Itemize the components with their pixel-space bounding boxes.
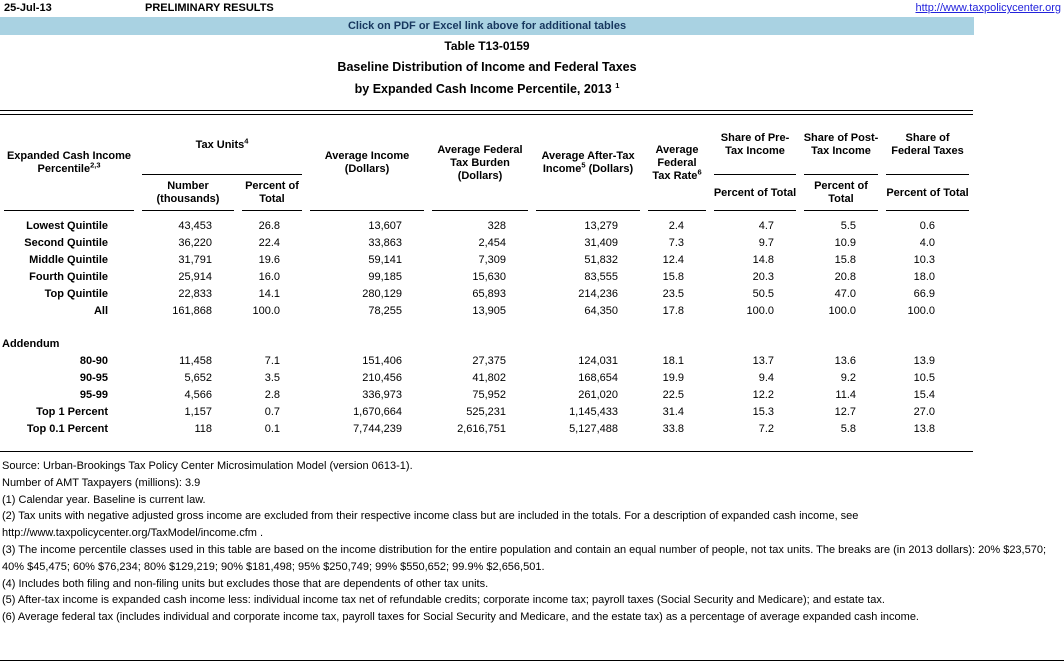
table-row-all [0, 302, 973, 319]
row-label: Second Quintile [24, 236, 108, 249]
table-row [0, 285, 973, 302]
cell: 22,833 [178, 287, 212, 300]
col-subheader-percent-of-total: Percent of Total [882, 175, 973, 211]
col-subheader-percent-of-total: Percent of Total [800, 175, 882, 211]
cell: 5,127,488 [569, 422, 618, 435]
cell: 15.4 [913, 388, 935, 401]
cell: 3.5 [264, 371, 280, 384]
footnote-marker: 2,3 [90, 160, 101, 170]
cell: 7,309 [478, 253, 506, 266]
cell: 31,791 [178, 253, 212, 266]
cell: 12.2 [752, 388, 774, 401]
cell: 43,453 [178, 219, 212, 232]
footnote-marker: 5 [581, 160, 586, 170]
cell: 99,185 [368, 270, 402, 283]
cell: 36,220 [178, 236, 212, 249]
cell: 31.4 [662, 405, 684, 418]
cell: 16.0 [258, 270, 280, 283]
table-row [0, 268, 973, 285]
row-label: 90-95 [79, 371, 108, 384]
amt-taxpayers-note: Number of AMT Taxpayers (millions): 3.9 [2, 476, 201, 489]
cell: 18.0 [913, 270, 935, 283]
table-row [0, 420, 973, 437]
footnote-5: (5) After-tax income is expanded cash income less: individual income tax net of refundable credits; corporate income tax; payroll taxes (Social Security and Medicare); and estate tax. [2, 594, 885, 607]
cell: 100.0 [746, 304, 774, 317]
cell: 19.9 [662, 371, 684, 384]
header-text: Average Federal Tax Rate [652, 143, 699, 182]
table-row [0, 352, 973, 369]
footnote-4: (4) Includes both filing and non-filing units but excludes those that are dependents of other tax units. [2, 577, 489, 590]
cell: 5.8 [840, 422, 856, 435]
row-label: Top 0.1 Percent [26, 422, 108, 435]
header-text: Average After-Tax Income [541, 150, 635, 175]
row-label: Top 1 Percent [36, 405, 108, 418]
cell: 51,832 [584, 253, 618, 266]
cell: 25,914 [178, 270, 212, 283]
header-unit: (Dollars) [588, 163, 634, 175]
cell: 2,454 [478, 236, 506, 249]
footnote-1: (1) Calendar year. Baseline is current law. [2, 493, 206, 506]
distribution-table [0, 115, 973, 451]
col-header-average-income: Average Income (Dollars) [306, 115, 428, 211]
row-label: 95-99 [79, 388, 108, 401]
cell: 280,129 [362, 287, 402, 300]
table-header [0, 115, 973, 211]
footnote-2: (2) Tax units with negative adjusted gross income are excluded from their respective income class but are included in the totals. For a description of expanded cash income, see http://www.taxpolicycenter.org/TaxModel/income.cfm . [2, 510, 859, 540]
cell: 0.7 [264, 405, 280, 418]
cell: 27.0 [913, 405, 935, 418]
cell: 124,031 [578, 354, 618, 367]
cell: 66.9 [913, 287, 935, 300]
cell: 20.8 [834, 270, 856, 283]
cell: 26.8 [258, 219, 280, 232]
cell: 12.7 [834, 405, 856, 418]
data-table-container [0, 110, 973, 452]
cell: 12.4 [662, 253, 684, 266]
cell: 15.8 [834, 253, 856, 266]
info-banner: Click on PDF or Excel link above for additional tables [0, 17, 974, 35]
cell: 22.5 [662, 388, 684, 401]
cell: 13.9 [913, 354, 935, 367]
subtitle-text: by Expanded Cash Income Percentile, 2013 [354, 82, 612, 96]
table-row [0, 217, 973, 234]
spacer-row [0, 319, 973, 335]
cell: 5,652 [184, 371, 212, 384]
table-row [0, 386, 973, 403]
cell: 65,893 [472, 287, 506, 300]
cell: 15.8 [662, 270, 684, 283]
cell: 23.5 [662, 287, 684, 300]
cell: 13,607 [368, 219, 402, 232]
col-header-share-post-tax-income: Share of Post-Tax Income [800, 115, 882, 175]
cell: 13,279 [584, 219, 618, 232]
header-text: Expanded Cash Income Percentile [6, 150, 132, 175]
cell: 15,630 [472, 270, 506, 283]
cell: 100.0 [252, 304, 280, 317]
cell: 17.8 [662, 304, 684, 317]
page-subtitle [0, 82, 974, 96]
footnote-marker: 4 [244, 135, 249, 145]
cell: 11.4 [835, 388, 856, 401]
cell: 328 [487, 219, 506, 232]
subtitle-footnote-marker: 1 [615, 80, 620, 90]
cell: 22.4 [258, 236, 280, 249]
cell: 13.8 [913, 422, 935, 435]
cell: 0.1 [264, 422, 280, 435]
cell: 336,973 [362, 388, 402, 401]
cell: 64,350 [584, 304, 618, 317]
cell: 2.4 [668, 219, 684, 232]
cell: 210,456 [362, 371, 402, 384]
cell: 4,566 [184, 388, 212, 401]
cell: 19.6 [258, 253, 280, 266]
page-title: Baseline Distribution of Income and Federal Taxes [337, 60, 637, 74]
table-bottom-rule [0, 451, 973, 452]
cell: 10.5 [913, 371, 935, 384]
cell: 11,458 [179, 354, 212, 367]
cell: 83,555 [584, 270, 618, 283]
table-body [0, 211, 973, 451]
cell: 1,145,433 [569, 405, 618, 418]
col-header-income-percentile [0, 115, 138, 211]
footnote-6: (6) Average federal tax (includes individual and corporate income tax, payroll taxes for Social Security and Medicare, and the estate tax) as a percentage of average expanded cash income. [2, 611, 919, 624]
cell: 75,952 [472, 388, 506, 401]
col-subheader-percent-of-total: Percent of Total [710, 175, 800, 211]
row-label: Top Quintile [44, 287, 108, 300]
cell: 7.3 [668, 236, 684, 249]
col-subheader-number-thousands: Number (thousands) [138, 175, 238, 211]
cell: 4.0 [919, 236, 935, 249]
row-label: All [93, 304, 108, 317]
cell: 33,863 [368, 236, 402, 249]
col-group-header-tax-units [138, 115, 306, 175]
row-label: Fourth Quintile [29, 270, 108, 283]
cell: 9.7 [758, 236, 774, 249]
cell: 13,905 [472, 304, 506, 317]
report-date: 25-Jul-13 [4, 2, 52, 14]
cell: 47.0 [834, 287, 856, 300]
cell: 525,231 [466, 405, 506, 418]
table-row [0, 369, 973, 386]
cell: 50.5 [752, 287, 774, 300]
cell: 10.9 [834, 236, 856, 249]
spacer-row [0, 437, 973, 451]
cell: 27,375 [472, 354, 506, 367]
cell: 18.1 [662, 354, 684, 367]
footnotes [2, 458, 1062, 626]
cell: 41,802 [472, 371, 506, 384]
cell: 7,744,239 [353, 422, 402, 435]
cell: 161,868 [172, 304, 212, 317]
cell: 20.3 [752, 270, 774, 283]
row-label: 80-90 [79, 354, 108, 367]
cell: 2.8 [264, 388, 280, 401]
cell: 0.6 [919, 219, 935, 232]
col-subheader-percent-of-total: Percent of Total [238, 175, 306, 211]
cell: 7.2 [758, 422, 774, 435]
header-text: Tax Units [195, 138, 245, 151]
cell: 33.8 [662, 422, 684, 435]
cell: 59,141 [368, 253, 402, 266]
cell: 13.6 [834, 354, 856, 367]
cell: 168,654 [578, 371, 618, 384]
cell: 1,157 [184, 405, 212, 418]
cell: 10.3 [913, 253, 935, 266]
cell: 5.5 [840, 219, 856, 232]
cell: 214,236 [578, 287, 618, 300]
cell: 151,406 [362, 354, 402, 367]
cell: 261,020 [578, 388, 618, 401]
col-header-average-federal-tax-burden: Average Federal Tax Burden (Dollars) [428, 115, 532, 211]
top-bar [0, 1, 1064, 16]
table-row [0, 251, 973, 268]
col-header-average-federal-tax-rate [644, 115, 710, 211]
addendum-header-row [0, 335, 973, 352]
cell: 9.2 [840, 371, 856, 384]
cell: 7.1 [264, 354, 280, 367]
cell: 118 [194, 422, 212, 435]
col-header-share-federal-taxes: Share of Federal Taxes [882, 115, 973, 175]
footnote-3: (3) The income percentile classes used in this table are based on the income distribution for the entire population and contain an equal number of people, not tax units. The breaks are (in 2013 dollars): 20% $23,570; 40% $45,475; 60% $76,234; 80% $129,219; 90% $181,498; 95% $250,749; 99% $550,652; 99.9% $2,656,501. [2, 543, 1047, 573]
cell: 14.1 [258, 287, 280, 300]
row-label: Middle Quintile [29, 253, 108, 266]
source-note: Source: Urban-Brookings Tax Policy Center Microsimulation Model (version 0613-1). [2, 460, 413, 472]
table-row [0, 403, 973, 420]
cell: 4.7 [758, 219, 774, 232]
table-number-title: Table T13-0159 [444, 39, 530, 53]
cell: 13.7 [752, 354, 774, 367]
addendum-label: Addendum [2, 337, 60, 350]
preliminary-results-label: PRELIMINARY RESULTS [145, 2, 274, 14]
cell: 100.0 [907, 304, 935, 317]
footnote-marker: 6 [697, 166, 702, 176]
col-header-average-after-tax-income [532, 115, 644, 211]
cell: 31,409 [584, 236, 618, 249]
cell: 15.3 [752, 405, 774, 418]
cell: 9.4 [758, 371, 774, 384]
col-header-share-pre-tax-income: Share of Pre-Tax Income [710, 115, 800, 175]
taxpolicycenter-link[interactable]: http://www.taxpolicycenter.org [915, 2, 1061, 14]
row-label: Lowest Quintile [26, 219, 108, 232]
cell: 2,616,751 [457, 422, 506, 435]
cell: 100.0 [828, 304, 856, 317]
cell: 78,255 [368, 304, 402, 317]
cell: 1,670,664 [353, 405, 402, 418]
cell: 14.8 [752, 253, 774, 266]
table-row [0, 234, 973, 251]
